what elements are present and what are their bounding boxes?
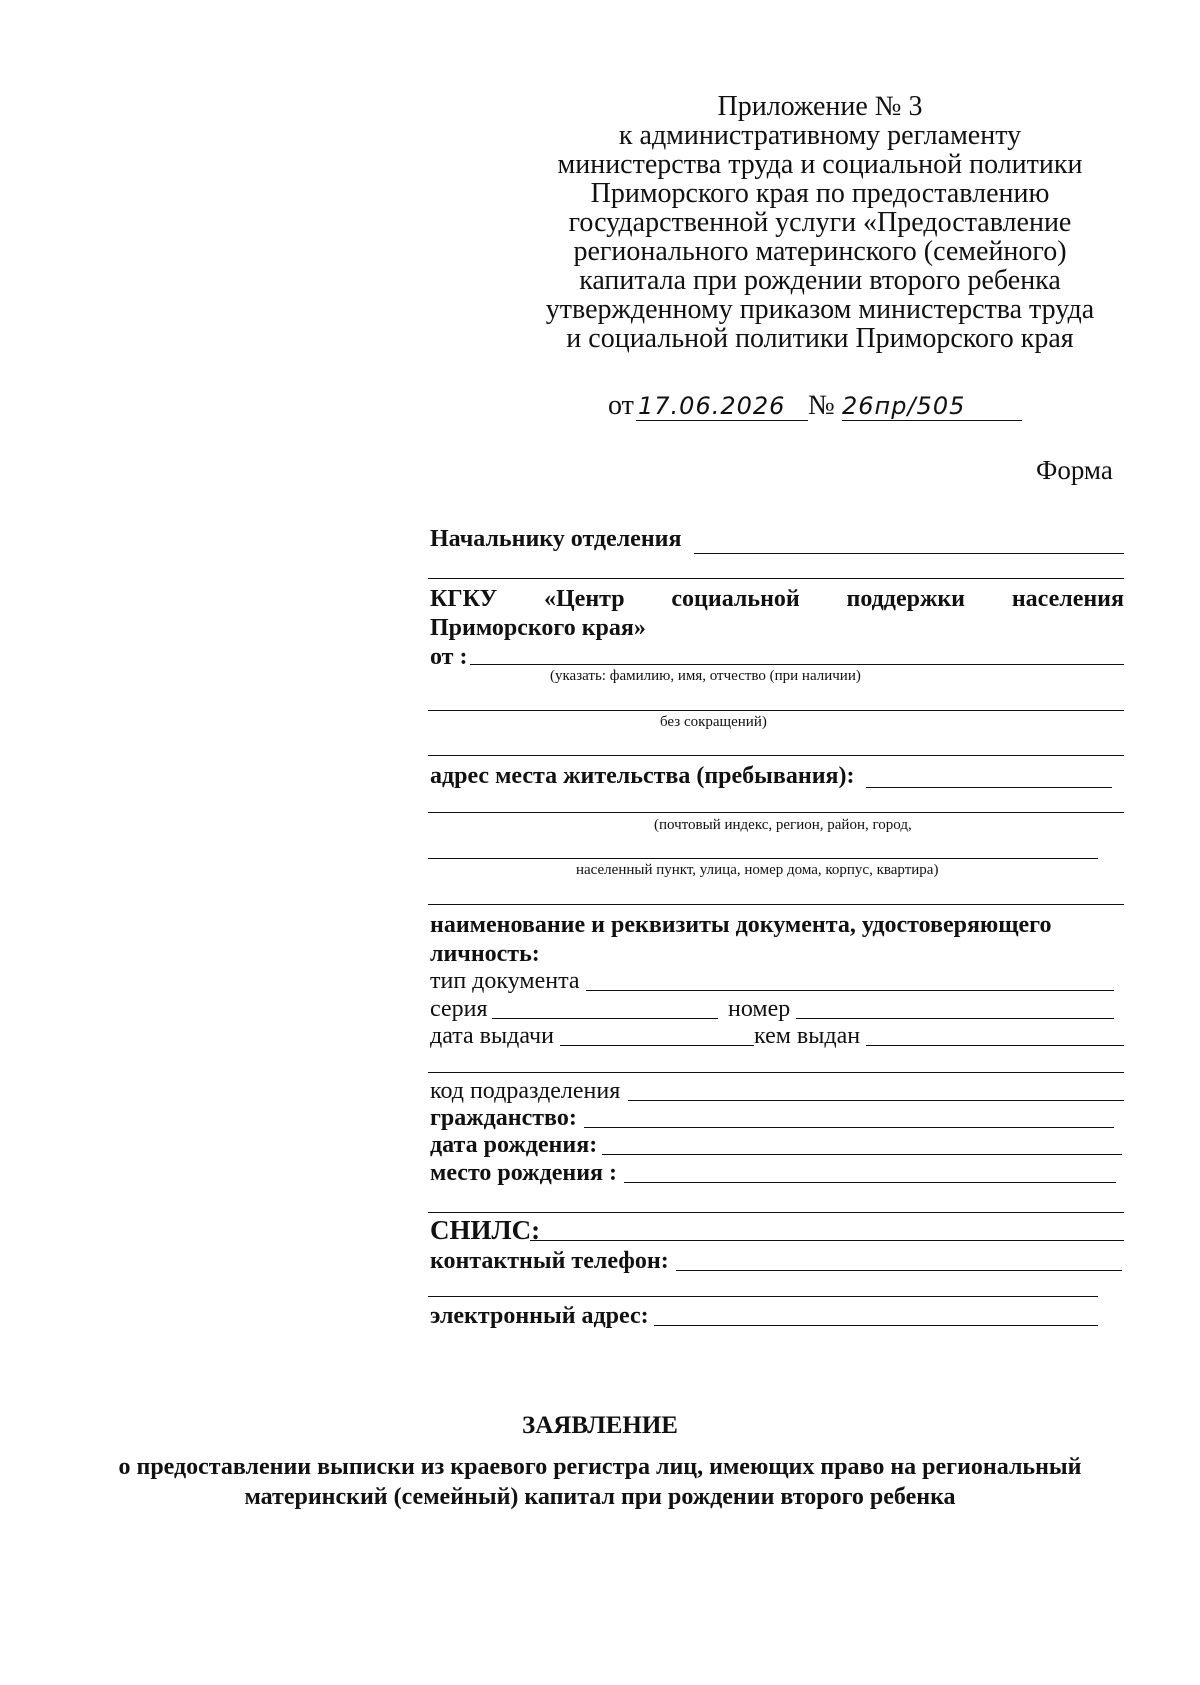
statement-title: ЗАЯВЛЕНИЕ bbox=[522, 1412, 678, 1439]
number-label: номер bbox=[728, 996, 791, 1022]
snils-field[interactable] bbox=[530, 1240, 1124, 1241]
doc-type-label: тип документа bbox=[430, 968, 580, 994]
header-line: утвержденному приказом министерства труда bbox=[545, 294, 1095, 325]
appendix-header bbox=[470, 92, 1170, 353]
issued-by-field[interactable] bbox=[866, 1045, 1124, 1046]
division-code-label: код подразделения bbox=[430, 1078, 621, 1104]
org-word: поддержки bbox=[846, 586, 966, 612]
from-field-line-2[interactable] bbox=[428, 710, 1124, 711]
order-date-handwritten: 17.06.2026 bbox=[638, 392, 786, 420]
header-line: Приморского края по предоставлению bbox=[590, 178, 1050, 209]
header-line: к административному регламенту bbox=[618, 120, 1022, 151]
email-field[interactable] bbox=[654, 1325, 1098, 1326]
form-label: Форма bbox=[1036, 455, 1113, 485]
header-line: Приложение № 3 bbox=[717, 91, 923, 122]
issue-date-label: дата выдачи bbox=[430, 1023, 554, 1049]
phone-label: контактный телефон: bbox=[430, 1248, 669, 1274]
org-word: населения bbox=[1011, 586, 1124, 612]
order-date-prefix: от bbox=[608, 390, 634, 421]
division-code-field[interactable] bbox=[628, 1100, 1124, 1101]
series-label: серия bbox=[430, 996, 488, 1022]
hint-no-abbreviations: без сокращений) bbox=[660, 714, 767, 730]
birth-place-label: место рождения : bbox=[430, 1160, 617, 1186]
number-field[interactable] bbox=[796, 1018, 1114, 1019]
org-word: социальной bbox=[671, 586, 800, 612]
org-name-line2: Приморского края» bbox=[430, 615, 646, 641]
hint-postal-index: (почтовый индекс, регион, район, город, bbox=[654, 817, 912, 833]
address-label: адрес места жительства (пребывания): bbox=[430, 763, 855, 789]
citizenship-field[interactable] bbox=[584, 1127, 1114, 1128]
org-word: КГКУ bbox=[430, 586, 498, 612]
issued-by-field-2[interactable] bbox=[428, 1072, 1124, 1073]
series-field[interactable] bbox=[492, 1018, 718, 1019]
phone-field[interactable] bbox=[676, 1270, 1122, 1271]
from-field-line-3[interactable] bbox=[428, 755, 1124, 756]
order-date-underline bbox=[636, 420, 808, 421]
to-field-line-2[interactable] bbox=[428, 578, 1124, 579]
address-field-line[interactable] bbox=[866, 787, 1112, 788]
birth-date-label: дата рождения: bbox=[430, 1132, 598, 1158]
statement-subtitle: о предоставлении выписки из краевого регистра лиц, имеющих право на региональный bbox=[118, 1454, 1082, 1480]
address-field-line-2[interactable] bbox=[428, 812, 1124, 813]
hint-street: населенный пункт, улица, номер дома, корпус, квартира) bbox=[576, 862, 939, 878]
identity-heading: наименование и реквизиты документа, удостоверяющего bbox=[430, 912, 1052, 938]
to-field-line[interactable] bbox=[694, 553, 1124, 554]
to-label: Начальнику отделения bbox=[430, 526, 682, 552]
order-number-handwritten: 26пр/505 bbox=[842, 392, 966, 420]
statement-subtitle-cont: материнский (семейный) капитал при рождении второго ребенка bbox=[244, 1484, 956, 1510]
birth-date-field[interactable] bbox=[602, 1154, 1122, 1155]
from-field-line[interactable] bbox=[470, 664, 1124, 665]
address-field-line-3[interactable] bbox=[428, 858, 1098, 859]
order-number-underline bbox=[842, 420, 1022, 421]
header-line: государственной услуги «Предоставление bbox=[568, 207, 1072, 238]
org-word: «Центр bbox=[544, 586, 625, 612]
doc-type-field[interactable] bbox=[586, 990, 1114, 991]
address-field-line-4[interactable] bbox=[428, 904, 1124, 905]
org-name-line1 bbox=[430, 585, 1124, 613]
birth-place-field[interactable] bbox=[624, 1182, 1116, 1183]
citizenship-label: гражданство: bbox=[430, 1105, 577, 1131]
from-label: от : bbox=[430, 644, 468, 670]
identity-heading-cont: личность: bbox=[430, 941, 540, 967]
order-number-prefix: № bbox=[808, 390, 835, 421]
phone-field-2[interactable] bbox=[428, 1296, 1098, 1297]
header-line: министерства труда и социальной политики bbox=[557, 149, 1083, 180]
hint-full-name: (указать: фамилию, имя, отчество (при наличии) bbox=[550, 668, 861, 684]
header-line: регионального материнского (семейного) bbox=[573, 236, 1067, 267]
email-label: электронный адрес: bbox=[430, 1303, 649, 1329]
header-line: капитала при рождении второго ребенка bbox=[579, 265, 1061, 296]
birth-place-field-2[interactable] bbox=[428, 1212, 1124, 1213]
header-line: и социальной политики Приморского края bbox=[566, 323, 1074, 354]
issue-date-field[interactable] bbox=[560, 1045, 754, 1046]
snils-label: СНИЛС: bbox=[430, 1215, 541, 1245]
issued-by-label: кем выдан bbox=[754, 1023, 861, 1049]
